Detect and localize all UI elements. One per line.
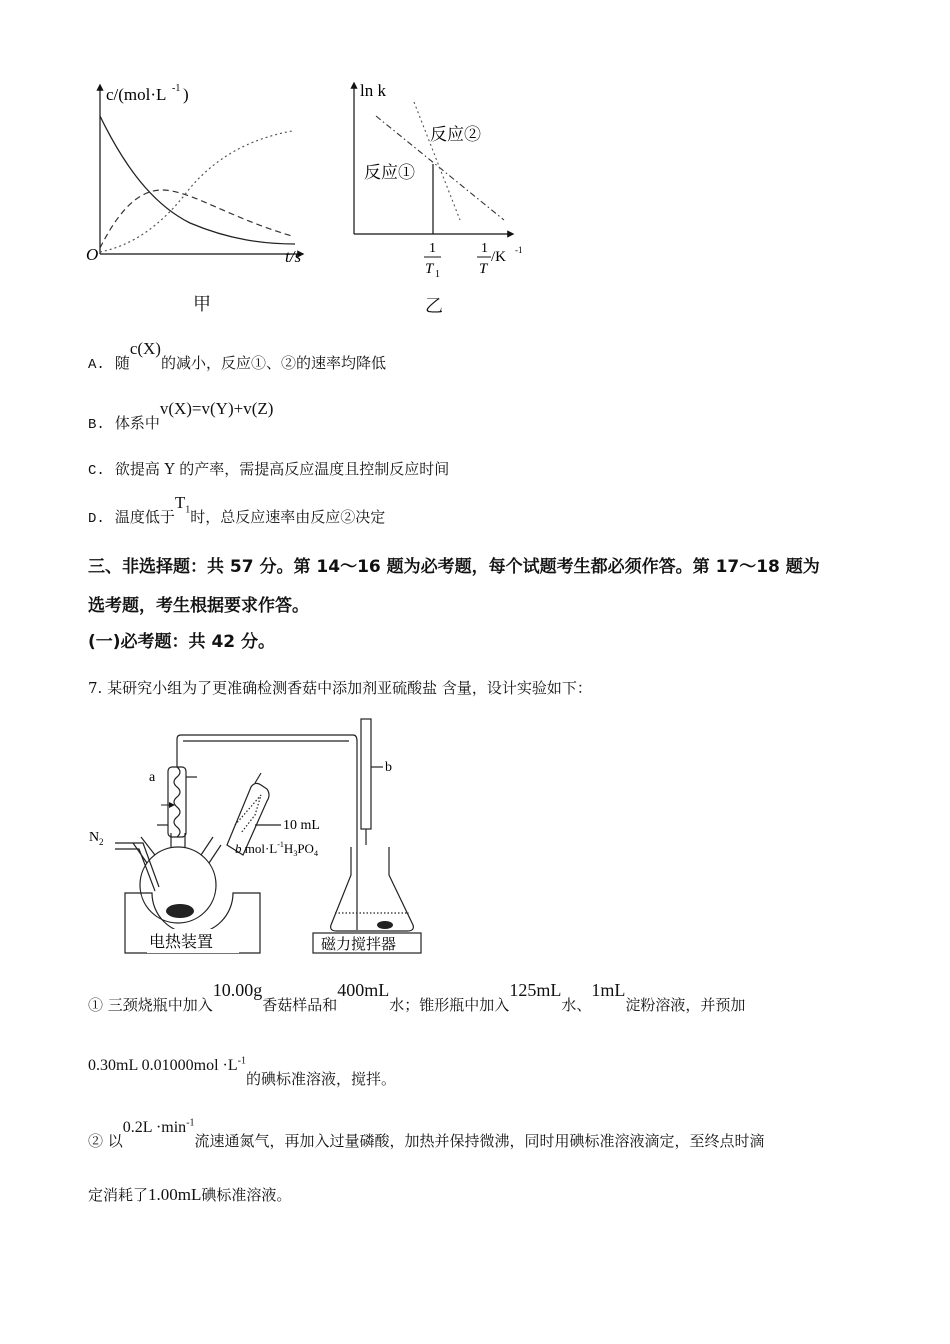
option-d-post: 时，总反应速率由反应②决定 xyxy=(190,508,386,526)
jia-origin: O xyxy=(86,245,99,264)
label-heater: 电热装置 xyxy=(149,932,214,951)
option-b-label: B. xyxy=(88,417,105,433)
step2-line2: 定消耗了1.00mL碘标准溶液。 xyxy=(88,1185,292,1204)
option-a xyxy=(88,339,386,373)
yi-tick-numerator: 1 xyxy=(429,241,436,256)
option-c-text: 欲提高 Y 的产率，需提高反应温度且控制反应时间 xyxy=(114,460,450,478)
flask-left-neck xyxy=(133,837,155,863)
option-b xyxy=(88,399,274,433)
yi-tick-t1: T xyxy=(425,261,434,277)
jia-curve-y xyxy=(100,190,292,248)
yi-y-label: ln k xyxy=(360,81,386,100)
option-d xyxy=(88,493,386,529)
yi-x-unit-sup: -1 xyxy=(515,245,523,255)
erlenmeyer-flask xyxy=(331,847,414,931)
label-n2-sub: 2 xyxy=(99,837,104,847)
yi-x-unit: /K xyxy=(491,249,506,265)
yi-line-reaction-2 xyxy=(414,102,460,220)
label-volume: 10 mL xyxy=(283,818,320,833)
yi-label-reaction-2: 反应② xyxy=(430,125,481,144)
section-header-line3: (一)必考题：共 42 分。 xyxy=(88,632,276,652)
option-a-post: 的减小，反应①、②的速率均降低 xyxy=(160,354,386,372)
figure-jia xyxy=(80,78,320,278)
option-c-label: C. xyxy=(88,463,105,479)
label-b: b xyxy=(385,760,392,775)
jia-curve-z xyxy=(100,131,292,252)
option-d-label: D. xyxy=(88,511,105,527)
label-a: a xyxy=(149,770,156,785)
yi-x-numerator: 1 xyxy=(481,241,488,256)
jia-x-label: t/s xyxy=(285,247,302,266)
stir-bar xyxy=(377,921,393,929)
condenser-coil xyxy=(174,767,180,837)
jia-curve-x xyxy=(100,116,295,244)
jia-y-label: c/(mol·L xyxy=(106,85,167,104)
label-n2: N xyxy=(89,830,100,845)
option-b-formula: v(X)=v(Y)+v(Z) xyxy=(159,399,274,418)
section-header-line2: 选考题，考生根据要求作答。 xyxy=(88,596,309,616)
option-b-pre: 体系中 xyxy=(114,414,160,432)
option-d-pre: 温度低于 xyxy=(114,508,175,526)
figure-yi-caption: 乙 xyxy=(425,296,443,317)
option-d-formula: $T_1$ xyxy=(174,493,191,516)
question7-intro: 7. 某研究小组为了更准确检测香菇中添加剂亚硫酸盐 含量，设计实验如下： xyxy=(88,679,592,697)
step1-line1: ① 三颈烧瓶中加入10.00g香菇样品和400mL水；锥形瓶中加入125mL水、1mL淀粉溶液，并预加 xyxy=(88,980,746,1014)
figure-yi xyxy=(340,78,540,283)
label-stirrer: 磁力搅拌器 xyxy=(321,935,397,953)
figure-jia-caption: 甲 xyxy=(193,294,211,315)
step1-line2: 0.30mL $0.01000mol \cdot L^{-1}$的碘标准溶液，搅拌。 xyxy=(88,1055,396,1088)
section-header-line1: 三、非选择题：共 57 分。第 14～16 题为必考题，每个试题考生都必须作答。第 17～18 题为 xyxy=(88,557,820,577)
apparatus-diagram xyxy=(85,715,555,960)
n2-inlet-tube xyxy=(115,843,159,891)
burette xyxy=(361,719,371,829)
yi-x-t: T xyxy=(479,261,488,277)
option-a-formula: c(X) xyxy=(129,339,161,358)
gas-delivery-tube xyxy=(177,735,357,930)
step2-line1: ② 以$0.2L \cdot\min^{-1}$流速通氮气，再加入过量磷酸，加热并保持微沸，同时用碘标准溶液滴定，至终点时滴 xyxy=(88,1117,765,1150)
option-a-label: A. xyxy=(88,357,105,373)
mushroom-sample xyxy=(166,904,194,918)
jia-y-label-sup: -1 xyxy=(172,83,181,94)
yi-tick-t1-sub: 1 xyxy=(435,269,440,280)
option-c xyxy=(88,458,449,479)
jia-y-label-close: ) xyxy=(183,85,189,104)
yi-label-reaction-1: 反应① xyxy=(364,163,415,182)
option-a-pre: 随 xyxy=(114,354,130,372)
flask-right-neck xyxy=(201,837,221,863)
label-conc: b $mol\cdot L^{-1}H_3PO_4$ xyxy=(235,840,318,858)
